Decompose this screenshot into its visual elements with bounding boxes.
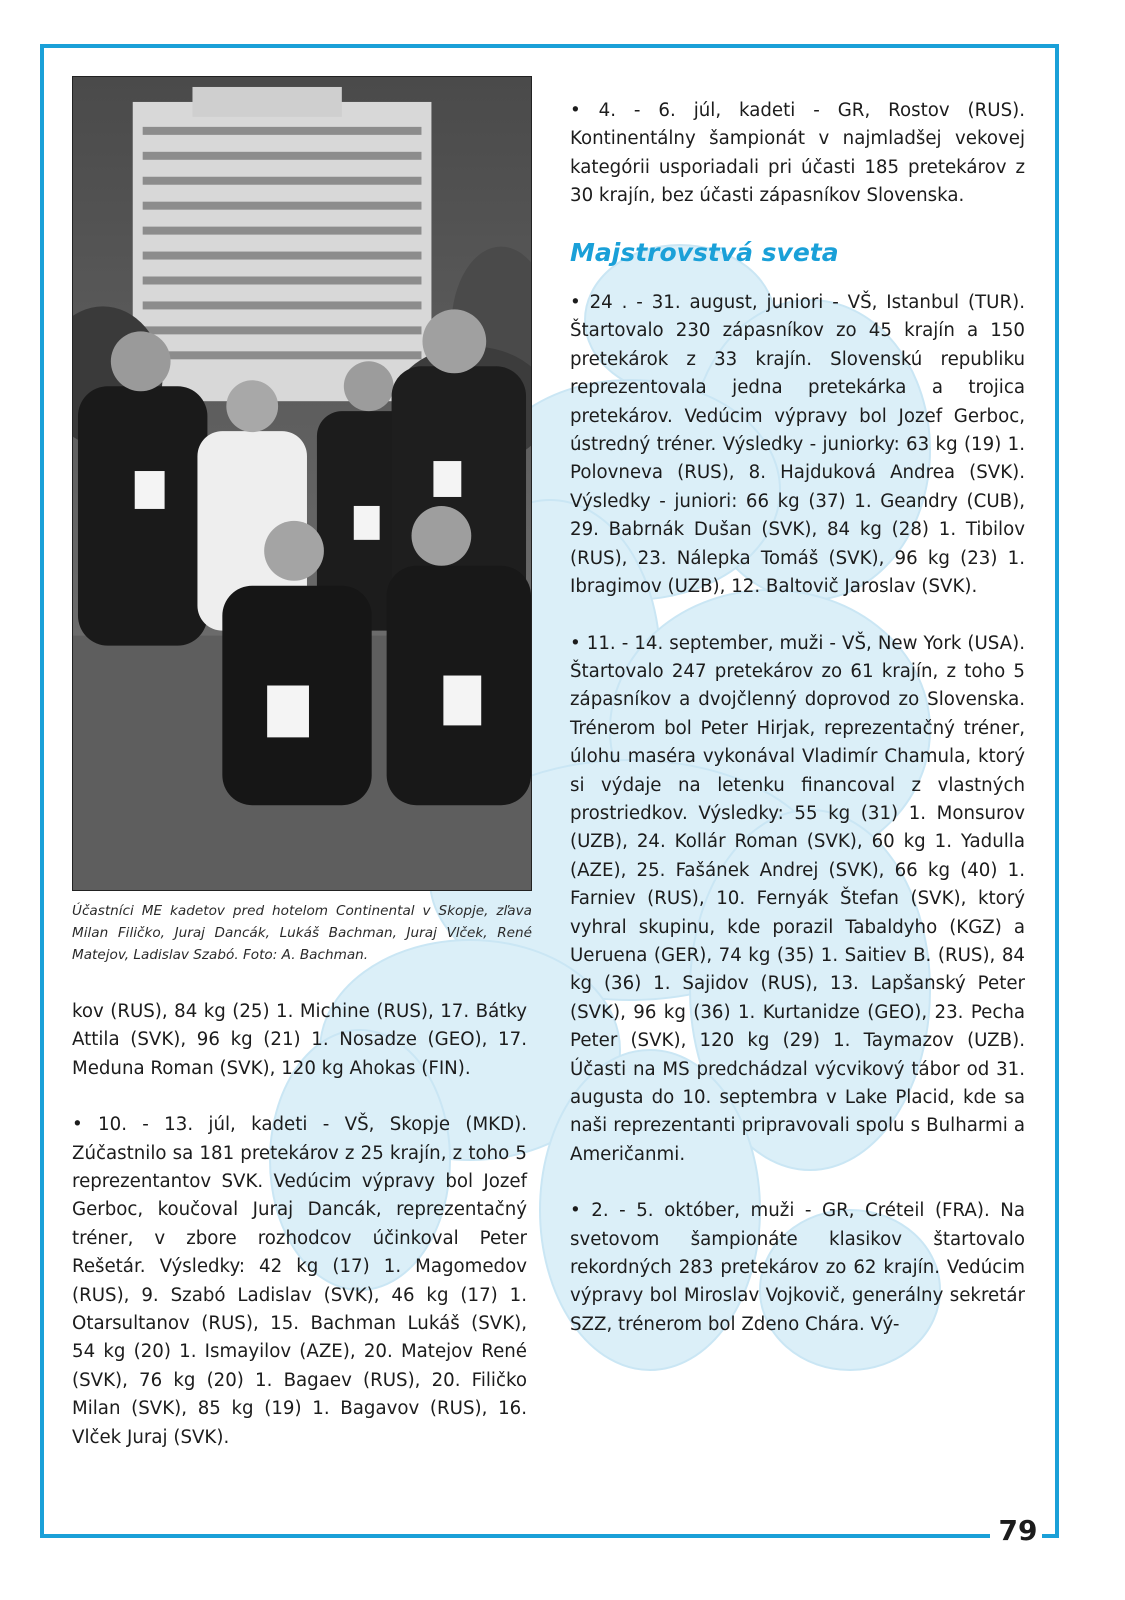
- team-photo: [72, 76, 532, 891]
- intro-paragraph: • 4. - 6. júl, kadeti - GR, Rostov (RUS). Kontinentálny šampionát v najmladšej vekovej kategórii usporiadali pri účasti 185 pretekárov z 30 krajín, bez účasti zápasníkov Slovenska.: [570, 100, 1025, 207]
- paragraph: • 2. - 5. október, muži - GR, Créteil (FRA). Na svetovom šampionáte klasikov štartovalo rekordných 283 pretekárov zo 62 krajín. Vedúcim výpravy bol Miroslav Vojkovič, generálny sekretár SZZ, trénerom bol Zdeno Chára. Vý-: [570, 1200, 1025, 1335]
- left-column: [72, 998, 527, 1480]
- bottom-rule-end: [1042, 1534, 1059, 1538]
- paragraph: • 24 . - 31. august, juniori - VŠ, Istanbul (TUR). Štartovalo 230 zápasníkov zo 45 krajín a 150 pretekárok z 33 krajín. Slovenskú republiku reprezentovala jedna pretekárka a trojica pretekárov. Vedúcim výpravy bol Jozef Gerboc, ústredný tréner. Výsledky - juniorky: 63 kg (19) 1. Polovneva (RUS), 8. Hajduková Andrea (SVK). Výsledky - juniori: 66 kg (37) 1. Geandry (CUB), 29. Babrnák Dušan (SVK), 84 kg (28) 1. Tibilov (RUS), 23. Nálepka Tomáš (SVK), 96 kg (23) 1. Ibragimov (UZB), 12. Baltovič Jaroslav (SVK).: [570, 292, 1025, 598]
- photo-caption: Účastníci ME kadetov pred hotelom Continental v Skopje, zľava Milan Filičko, Juraj Dancák, Lukáš Bachman, Juraj Vlček, René Matejov, Ladislav Szabó. Foto: A. Bachman.: [72, 903, 532, 963]
- right-column: [570, 97, 1025, 1367]
- page-number: 79: [998, 1514, 1038, 1547]
- paragraph: kov (RUS), 84 kg (25) 1. Michine (RUS), 17. Bátky Attila (SVK), 96 kg (21) 1. Nosadze (GEO), 17. Meduna Roman (SVK), 120 kg Ahokas (FIN).: [72, 1001, 527, 1079]
- paragraph: • 10. - 13. júl, kadeti - VŠ, Skopje (MKD). Zúčastnilo sa 181 pretekárov z 25 krajín, z toho 5 reprezentantov SVK. Vedúcim výpravy bol Jozef Gerboc, koučoval Juraj Dancák, reprezentačný tréner, v zbore rozhodcov účinkoval Peter Rešetár. Výsledky: 42 kg (17) 1. Magomedov (RUS), 9. Szabó Ladislav (SVK), 46 kg (17) 1. Otarsultanov (RUS), 15. Bachman Lukáš (SVK), 54 kg (20) 1. Ismayilov (AZE), 20. Matejov René (SVK), 76 kg (20) 1. Bagaev (RUS), 20. Filičko Milan (SVK), 85 kg (19) 1. Bagavov (RUS), 16. Vlček Juraj (SVK).: [72, 1114, 527, 1448]
- paragraph: • 11. - 14. september, muži - VŠ, New York (USA). Štartovalo 247 pretekárov zo 61 krajín, z toho 5 zápasníkov a dvojčlenný doprovod zo Slovenska. Trénerom bol Peter Hirjak, reprezentačný tréner, úlohu maséra vykonával Vladimír Chamula, ktorý si výdaje na letenku financoval z vlastných prostriedkov. Výsledky: 55 kg (31) 1. Monsurov (UZB), 24. Kollár Roman (SVK), 60 kg 1. Yadulla (AZE), 25. Fašánek Andrej (SVK), 66 kg (40) 1. Farniev (RUS), 10. Fernyák Štefan (SVK), ktorý vyhral skupinu, kde porazil Tabaldyho (KGZ) a Ueruena (GER), 74 kg (35) 1. Saitiev B. (RUS), 84 kg (36) 1. Sajidov (RUS), 13. Lapšanský Peter (SVK), 96 kg (36) 1. Kurtanidze (GEO), 23. Pecha Peter (SVK), 120 kg (29) 1. Taymazov (UZB). Účasti na MS predchádzal výcvikový tábor od 31. augusta do 10. septembra v Lake Placid, kde sa naši reprezentanti pripravovali spolu s Bulharmi a Američanmi.: [570, 632, 1025, 1165]
- bottom-rule: [40, 1534, 990, 1538]
- section-title: Majstrovstvá sveta: [570, 237, 839, 267]
